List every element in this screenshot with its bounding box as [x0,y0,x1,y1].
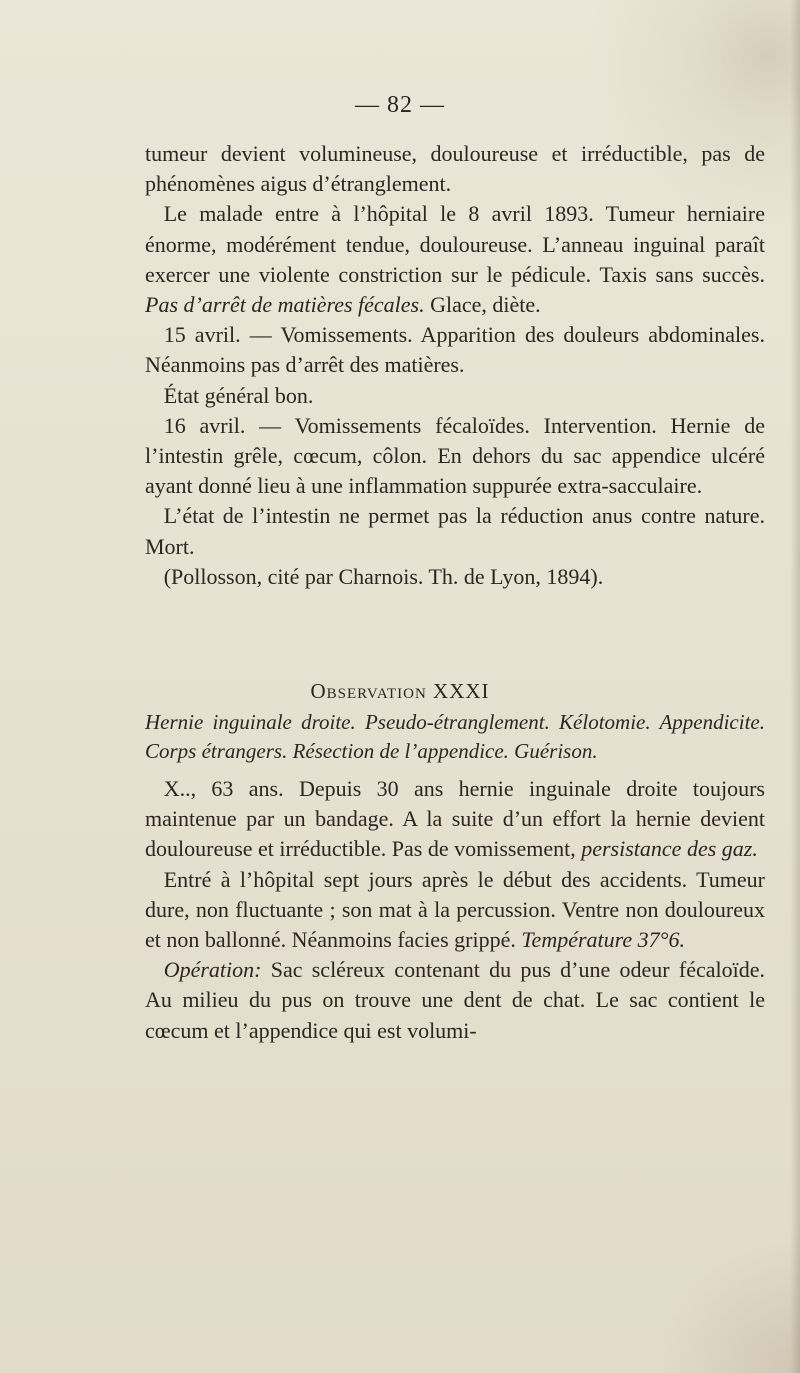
paragraph-1: X.., 63 ans. Depuis 30 ans hernie inguinale droite toujours maintenue par un bandage. A la suite d’un effort la hernie devient douloureuse et irréductible. Pas de vomissement, persistance des gaz. [145,776,765,862]
section-1-text [145,139,765,592]
section-2-text [145,774,765,1046]
line-5: 16 avril. — Vomissements fécaloïdes. Intervention. Hernie de l’intestin grêle, cœcum, côlon. En dehors du sac appendice ulcéré ayant donné lieu à une inflammation suppurée extra-sacculaire. [145,412,765,499]
line-1: tumeur devient volumineuse, douloureuse et irréductible, pas de phénomènes aigus d’étranglement. [145,141,765,197]
paragraph-3: Opération: Sac scléreux contenant du pus d’une odeur fécaloïde. Au milieu du pus on trouve une dent de chat. Le sac contient le cœcum et l’appendice qui est volumi- [145,957,765,1043]
observation-heading: Observation XXXI [310,679,490,703]
observation-subtitle: Hernie inguinale droite. Pseudo-étranglement. Kélotomie. Appendicite. Corps étrangers. Résection de l’appendice. Guérison. [145,710,765,763]
line-7: (Pollosson, cité par Charnois. Th. de Lyon, 1894). [163,563,604,589]
line-2: Le malade entre à l’hôpital le 8 avril 1893. Tumeur herniaire énorme, modérément tendue, douloureuse. L’anneau inguinal paraît exercer une violente constriction sur le pédicule. Taxis sans succès. Pas d’arrêt de matières fécales. Glace, diète. [145,201,765,318]
line-3: 15 avril. — Vomissements. Apparition des douleurs abdominales. Néanmoins pas d’arrêt des matières. [145,322,765,378]
line-4: État général bon. [163,382,314,408]
line-6: L’état de l’intestin ne permet pas la réduction anus contre nature. Mort. [145,503,765,559]
paragraph-2: Entré à l’hôpital sept jours après le début des accidents. Tumeur dure, non fluctuante ; son mat à la percussion. Ventre non douloureux et non ballonné. Néanmoins facies grippé. Température 37°6. [145,866,765,953]
page-number: — 82 — [355,92,445,118]
